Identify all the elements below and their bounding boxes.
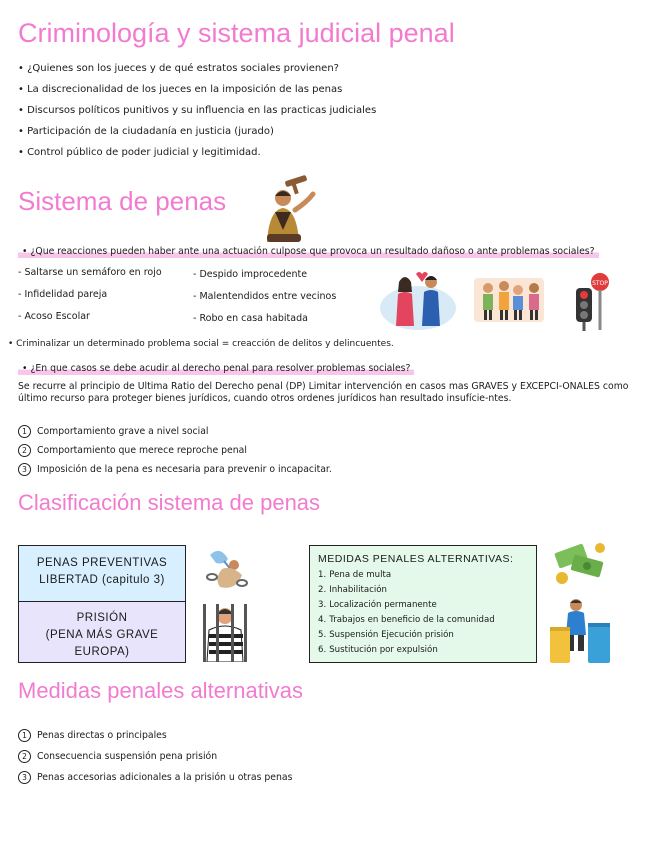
medida-text: Trabajos en beneficio de la comunidad	[329, 615, 495, 625]
example-item: - Saltarse un semáforo en rojo	[18, 267, 162, 289]
bullet-item: • Control público de poder judicial y legitimidad.	[18, 148, 376, 169]
bullet-item: • Participación de la ciudadanía en justicia (jurado)	[18, 127, 376, 148]
box-line: PRISIÓN	[76, 612, 128, 624]
children-illustration	[474, 274, 544, 324]
numbered-item	[18, 460, 332, 479]
title-criminologia: Criminología y sistema judicial penal	[18, 18, 455, 48]
examples-left	[18, 267, 162, 333]
medida-text: Suspensión Ejecución prisión	[329, 630, 454, 640]
criminalizar-text: • Criminalizar un determinado problema social = creacción de delitos y delincuentes.	[8, 339, 394, 349]
title-clasificacion: Clasificación sistema de penas	[18, 490, 321, 515]
numbered-item	[18, 746, 292, 767]
medida-number: 6.	[318, 645, 327, 655]
medidas-alternativas-box	[309, 545, 537, 663]
medida-text: Localización permanente	[329, 600, 437, 610]
title-sistema-penas: Sistema de penas	[18, 186, 227, 216]
question-derecho-penal: • ¿En que casos se debe acudir al derecho penal para resolver problemas sociales?	[18, 363, 414, 375]
question-reacciones: • ¿Que reacciones pueden haber ante una actuación culpose que provoca un resultado dañoso o ante problemas sociales?	[18, 246, 599, 258]
example-item: - Robo en casa habitada	[193, 313, 336, 335]
medida-item	[318, 615, 528, 630]
medida-number: 4.	[318, 615, 327, 625]
number-circle: 1	[18, 729, 31, 742]
traffic-light-stop-illustration	[570, 272, 612, 332]
medida-item	[318, 600, 528, 615]
example-item: - Malentendidos entre vecinos	[193, 291, 336, 313]
medida-item	[318, 585, 528, 600]
numbered-item-text: Comportamiento grave a nivel social	[37, 426, 209, 437]
box-line: PENAS PREVENTIVAS	[36, 557, 168, 569]
bullet-item: • ¿Quienes son los jueces y de qué estratos sociales provienen?	[18, 64, 376, 85]
medida-item	[318, 630, 528, 645]
title-medidas-penales: Medidas penales alternativas	[18, 678, 303, 703]
number-circle: 2	[18, 750, 31, 763]
medida-number: 3.	[318, 600, 327, 610]
penas-preventivas-box	[18, 545, 186, 602]
example-item: - Despido improcedente	[193, 269, 336, 291]
numbered-item	[18, 422, 332, 441]
medida-number: 1.	[318, 570, 327, 580]
example-item: - Infidelidad pareja	[18, 289, 162, 311]
examples-right	[193, 269, 336, 335]
numbered-item	[18, 725, 292, 746]
medida-item	[318, 570, 528, 585]
medidas-penales-list	[18, 725, 292, 788]
criminologia-bullets	[18, 64, 376, 169]
medida-text: Inhabilitación	[329, 585, 387, 595]
medida-number: 2.	[318, 585, 327, 595]
medida-text: Sustitución por expulsión	[329, 645, 438, 655]
prision-box	[18, 601, 186, 663]
medida-item	[318, 645, 528, 660]
couple-illustration	[378, 268, 458, 330]
numbered-item-text: Imposición de la pena es necesaria para prevenir o incapacitar.	[37, 464, 332, 475]
ultima-ratio-paragraph: Se recurre al principio de Ultima Ratio del Derecho penal (DP) Limitar intervención en casos mas GRAVES y EXCEPCI-ONALES como último recurso para proteger bienes jurídicos, cuando otros ordenes jurídicos han resultado insufície-ntes.	[18, 381, 629, 404]
numbered-item-text: Consecuencia suspensión pena prisión	[37, 751, 218, 762]
bullet-item: • La discrecionalidad de los jueces en la imposición de las penas	[18, 85, 376, 106]
medidas-box-title: MEDIDAS PENALES ALTERNATIVAS:	[318, 553, 514, 565]
number-circle: 2	[18, 444, 31, 457]
medida-number: 5.	[318, 630, 327, 640]
numbered-item-text: Penas accesorias adicionales a la prisión u otras penas	[37, 772, 293, 783]
stop-sign-label: STOP	[592, 280, 608, 287]
numbered-item	[18, 441, 332, 460]
numbered-item	[18, 767, 292, 788]
box-line: (PENA MÁS GRAVE EUROPA)	[45, 629, 159, 658]
judge-hammer-illustration	[255, 172, 321, 244]
number-circle: 3	[18, 463, 31, 476]
example-item: - Acoso Escolar	[18, 311, 162, 333]
medida-text: Pena de multa	[329, 570, 392, 580]
box-line: LIBERTAD (capitulo 3)	[39, 574, 165, 586]
money-illustration	[552, 540, 610, 586]
medidas-list	[318, 570, 528, 660]
number-circle: 1	[18, 425, 31, 438]
criterios-list	[18, 422, 332, 479]
broken-chain-bird-illustration	[198, 545, 252, 593]
prisoner-illustration	[201, 604, 249, 662]
number-circle: 3	[18, 771, 31, 784]
numbered-item-text: Comportamiento que merece reproche penal	[37, 445, 247, 456]
community-work-illustration	[548, 595, 612, 665]
numbered-item-text: Penas directas o principales	[37, 730, 167, 741]
bullet-item: • Discursos políticos punitivos y su influencia en las practicas judiciales	[18, 106, 376, 127]
